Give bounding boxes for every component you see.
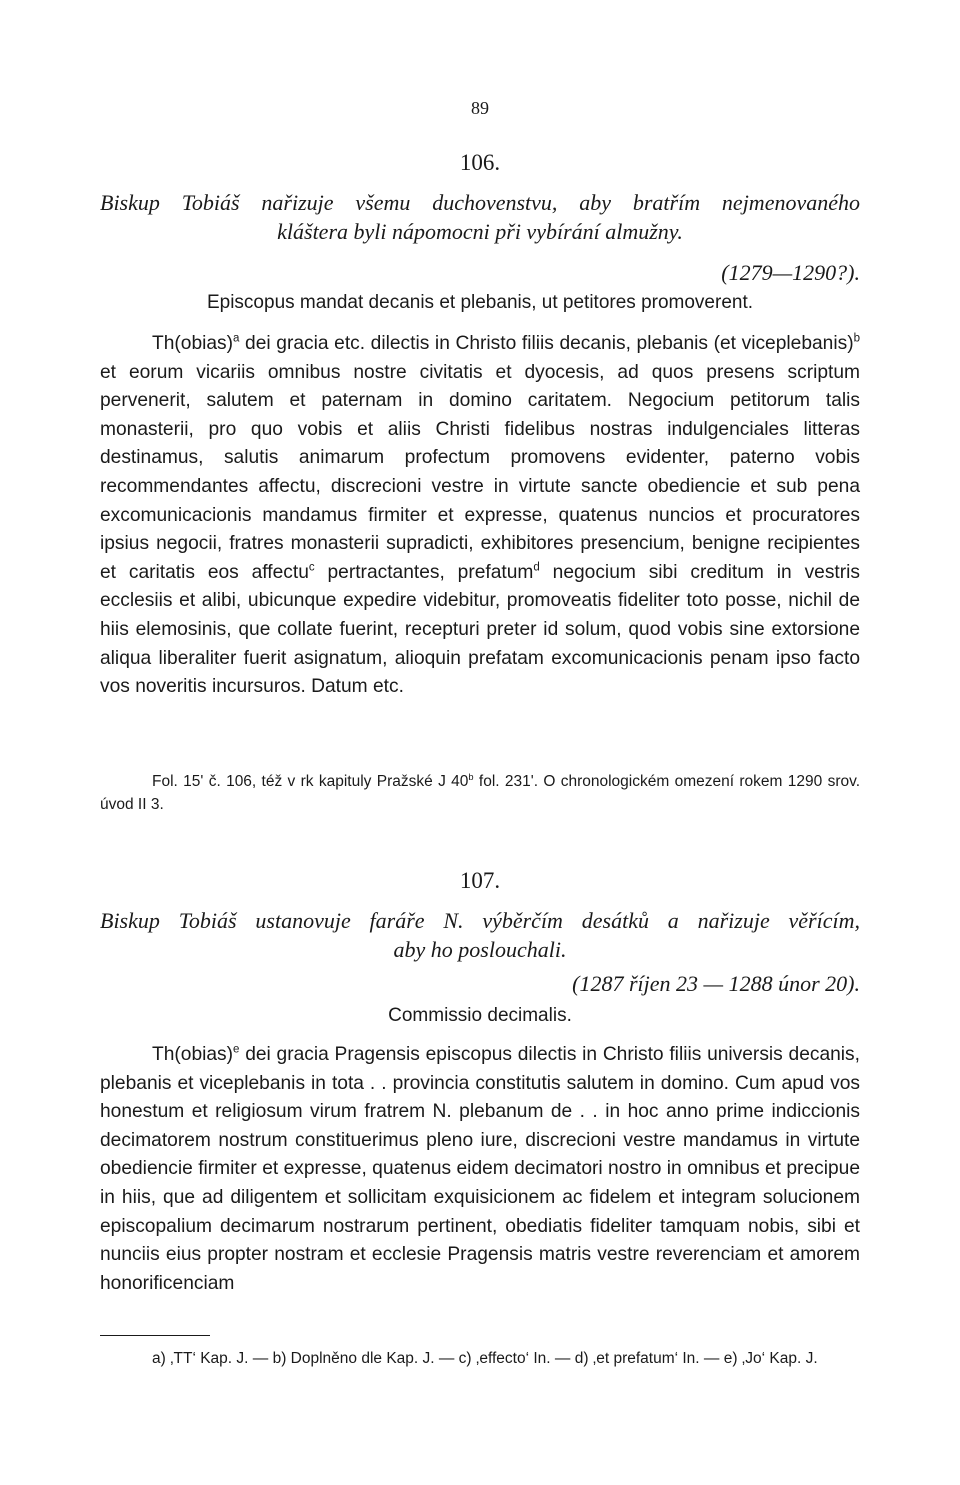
text-segment: Th(obias): [152, 1044, 234, 1065]
page-number: 89: [471, 98, 489, 118]
heading-line: aby ho poslouchali.: [393, 937, 567, 962]
text-segment: dei gracia etc. dilectis in Christo filiis decanis, plebanis (et viceplebanis): [239, 333, 854, 354]
document-text-107: [100, 1041, 860, 1298]
note-segment: Fol. 15' č. 106, též v rk kapituly Pražské J 40: [152, 773, 469, 790]
footnotes: a) ‚TT‘ Kap. J. — b) Doplněno dle Kap. J. — c) ‚effecto‘ In. — d) ‚et prefatum‘ In. — e) ‚Jo‘ Kap. J.: [152, 1350, 818, 1367]
text-segment: negocium sibi creditum in vestris ecclesiis et alibi, ubicunque expedire videbitur, promoveatis fideliter toto posse, nichil de hiis elemosinis, que collate fuerint, recepturi preter id solum, quod vobis sine extorsione aliqua liberaliter fuerit asignatum, alioquin prefatam excomunicacionis penam ipso facto vos noveritis incursuros. Datum etc.: [100, 561, 860, 698]
footnote-ref-c: c: [308, 561, 315, 574]
note-segment: fol. 231'. O chronologickém omezení rokem 1290 srov. úvod II 3.: [100, 773, 861, 813]
text-segment: dei gracia Pragensis episcopus dilectis in Christo filiis universis decanis, plebanis et viceplebanis in tota . . provincia constitutis salutem in domino. Cum apud vos honestum et religiosum virum fratrem N. plebanum de . . in hoc anno prime indiccionis decimatorem nostrum constituerimus pleno iure, discrecioni vestre mandamus in virtute obediencie firmiter et expresse, quatenus eidem decimatori nostro in omnibus et precipue in hiis, que ad diligentem et sollicitam exquisicionem ac fidelem et integram solucionem episcopalium decimarum nostrarum pertinent, obediatis fideliter tamquam nobis, sibi et nunciis eius propter nostram et ecclesie Pragensis matris vestre reverenciam et amorem honorificenciam: [100, 1044, 860, 1294]
document-text-106: [100, 330, 860, 702]
document-dating-106: (1279—1290?).: [721, 260, 860, 285]
document-heading-106: [100, 188, 860, 246]
footnote-ref-b: b: [853, 332, 860, 345]
note-superscript: b: [468, 771, 474, 782]
text-segment: pertractantes, prefatum: [314, 561, 534, 583]
document-dating-107: (1287 říjen 23 — 1288 únor 20).: [572, 971, 860, 996]
text-segment: et eorum vicariis omnibus nostre civitatis et dyocesis, ad quos presens scriptum pervenerit, salutem et paternam in domino caritatem. Negocium petitorum talis monasterii, pro quo vobis et aliis Christi fidelibus nostras indulgenciales litteras destinamus, salutis animarum profectum promovens evidenter, paterno vobis recommendantes affectu, discrecioni vestre in virtute sancte obediencie et sub pena excomunicacionis mandamus firmiter et expresse, quatenus nuncios et procuratores ipsius negocii, fratres monasterii supradicti, exhibitores presencium, benigne recipientes et caritatis eos affectu: [100, 361, 860, 583]
document-number-106: 106.: [459, 150, 501, 175]
document-regest-107: Commissio decimalis.: [388, 1005, 572, 1026]
document-heading-107: [100, 906, 860, 964]
heading-line: Biskup Tobiáš nařizuje všemu duchovenstvu, aby bratřím nejmenovaného: [100, 190, 860, 215]
document-regest-106: Episcopus mandat decanis et plebanis, ut petitores promoverent.: [206, 292, 754, 313]
footnote-ref-e: e: [233, 1043, 240, 1056]
archival-note-106: [100, 770, 860, 816]
heading-line: Biskup Tobiáš ustanovuje faráře N. výběrčím desátků a nařizuje věřícím,: [100, 908, 860, 933]
footnote-ref-d: d: [533, 561, 540, 574]
footnote-divider: [100, 1335, 210, 1336]
heading-line: kláštera byli nápomocni při vybírání almužny.: [277, 219, 683, 244]
text-segment: Th(obias): [152, 333, 234, 354]
document-number-107: 107.: [459, 868, 501, 893]
footnote-ref-a: a: [233, 332, 240, 345]
